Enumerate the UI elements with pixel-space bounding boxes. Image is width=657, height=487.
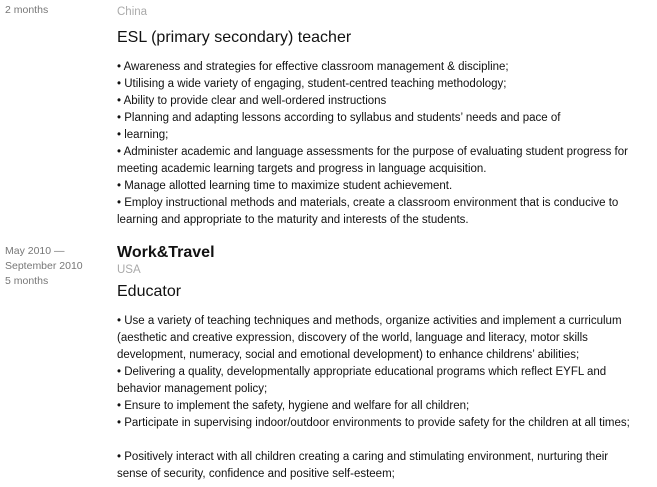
job2-sidebar	[5, 244, 83, 289]
bullet-line: • Planning and adapting lessons according to syllabus and students’ needs and pace of	[117, 112, 561, 124]
bullet-line: • Ability to provide clear and well-ordered instructions	[117, 95, 387, 107]
bullet-line: (aesthetic and creative expression, discovery of the world, language and literacy, motor skills	[117, 332, 588, 344]
bullet-line: • Utilising a wide variety of engaging, student-centred teaching methodology;	[117, 78, 507, 90]
bullet-line: • Manage allotted learning time to maximize student achievement.	[117, 180, 453, 192]
job1-bullet-list	[117, 59, 657, 229]
bullet-line: • Positively interact with all children creating a caring and stimulating environment, nurturing their	[117, 451, 609, 463]
job2-location: USA	[117, 264, 141, 276]
bullet-line	[117, 432, 657, 449]
job2-bullet-list	[117, 313, 657, 483]
bullet-line: • Participate in supervising indoor/outdoor environments to provide safety for the children at all times;	[117, 417, 630, 429]
job1-location: China	[117, 6, 148, 18]
bullet-line: • Use a variety of teaching techniques and methods, organize activities and implement a curriculum	[117, 315, 622, 327]
job2-date-end: September 2010	[5, 260, 83, 272]
job1-entry	[117, 5, 657, 229]
bullet-line: • Employ instructional methods and materials, create a classroom environment that is conducive to	[117, 197, 619, 209]
bullet-line: • Awareness and strategies for effective classroom management & discipline;	[117, 61, 509, 73]
bullet-line: development, numeracy, social and emotional development) to enhance childrens’ abilities;	[117, 349, 580, 361]
job2-entry	[117, 243, 657, 483]
job2-date-start: May 2010 —	[5, 245, 65, 257]
job1-duration: 2 months	[5, 4, 49, 16]
job1-title: ESL (primary secondary) teacher	[117, 29, 352, 46]
bullet-line: meeting academic learning targets and progress in language acquisition.	[117, 163, 487, 175]
job2-company: Work&Travel	[117, 244, 215, 261]
job1-sidebar	[5, 3, 48, 18]
job2-duration: 5 months	[5, 275, 49, 287]
bullet-line: learning and appropriate to the maturity and interests of the students.	[117, 214, 469, 226]
bullet-line: • Ensure to implement the safety, hygiene and welfare for all children;	[117, 400, 470, 412]
job2-title: Educator	[117, 283, 182, 300]
bullet-line: • Administer academic and language assessments for the purpose of evaluating student progress for	[117, 146, 628, 158]
bullet-line: • learning;	[117, 129, 169, 141]
bullet-line: • Delivering a quality, developmentally appropriate educational programs which reflect EYFL and	[117, 366, 607, 378]
bullet-line: behavior management policy;	[117, 383, 268, 395]
bullet-line: sense of security, confidence and positive self-esteem;	[117, 468, 395, 480]
